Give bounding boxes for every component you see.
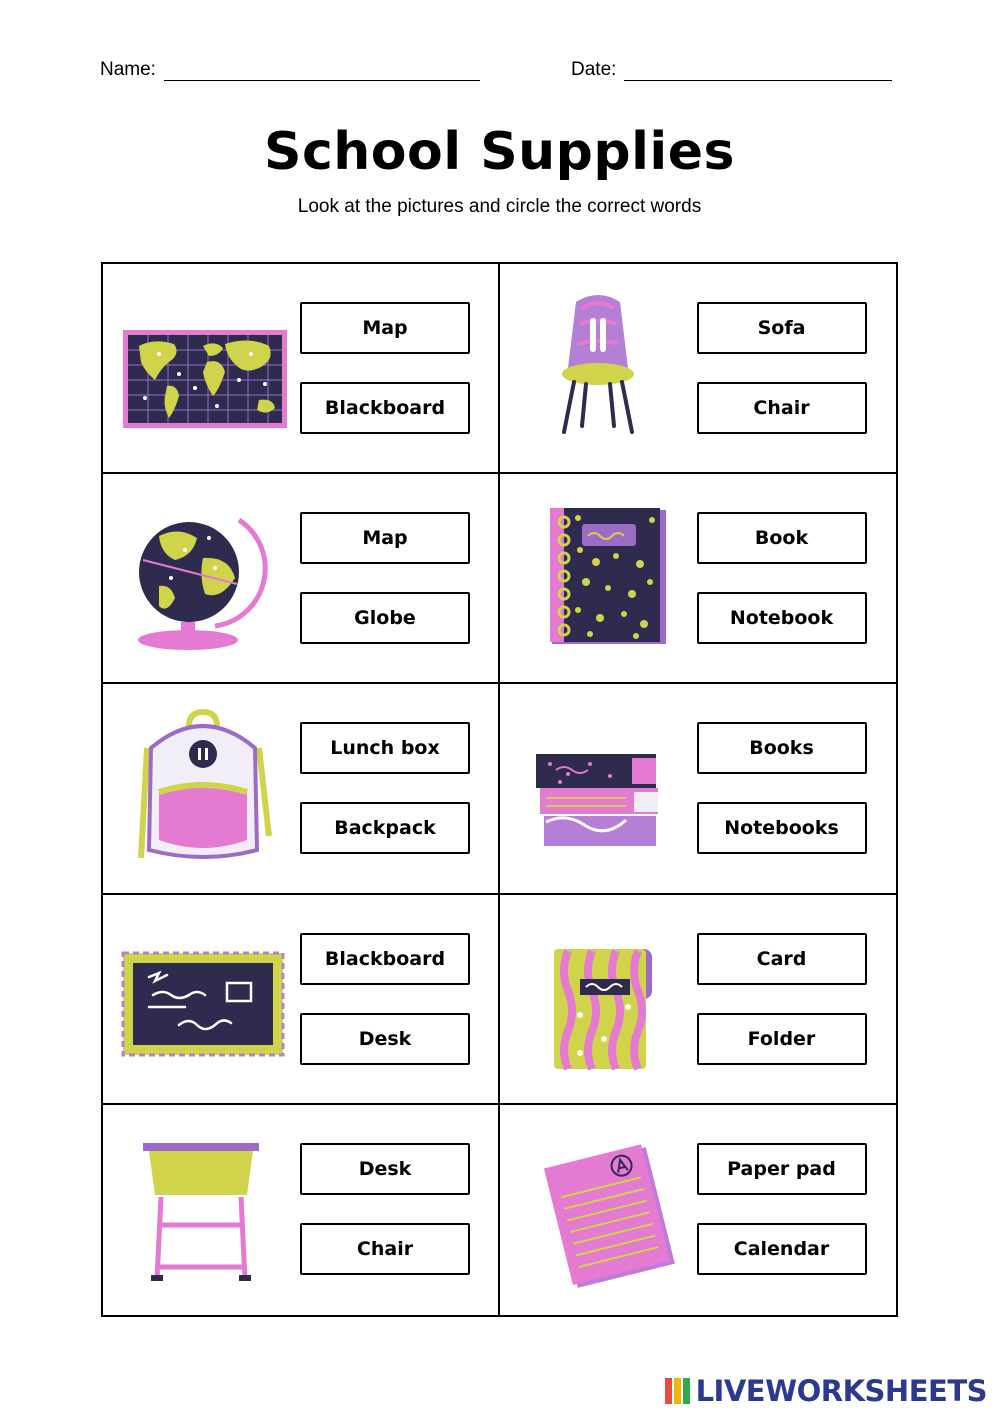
exercise-cell xyxy=(103,1105,500,1315)
answer-option[interactable]: Book xyxy=(697,512,867,564)
stack-of-books-image xyxy=(516,708,686,868)
exercise-cell xyxy=(103,264,500,474)
date-label: Date: xyxy=(571,59,617,80)
paper-pad-image xyxy=(516,1129,686,1289)
exercise-cell xyxy=(103,474,500,684)
answer-option[interactable]: Blackboard xyxy=(300,382,470,434)
exercise-cell xyxy=(500,684,897,894)
answer-option[interactable]: Chair xyxy=(300,1223,470,1275)
world-map-image xyxy=(119,288,289,448)
answer-option[interactable]: Desk xyxy=(300,1143,470,1195)
exercise-grid xyxy=(101,262,898,1317)
answer-option[interactable]: Chair xyxy=(697,382,867,434)
answer-option[interactable]: Folder xyxy=(697,1013,867,1065)
globe-image xyxy=(119,498,289,658)
answer-option[interactable]: Card xyxy=(697,933,867,985)
date-field xyxy=(571,58,892,81)
backpack-image xyxy=(119,708,289,868)
logo-text: LIVEWORKSHEETS xyxy=(695,1374,987,1408)
worksheet-title: School Supplies xyxy=(264,122,735,182)
exercise-cell xyxy=(500,264,897,474)
folder-image xyxy=(516,919,686,1079)
answer-option[interactable]: Paper pad xyxy=(697,1143,867,1195)
date-blank-line[interactable] xyxy=(624,58,892,81)
liveworksheets-logo xyxy=(664,1374,987,1408)
name-field xyxy=(100,58,480,81)
composition-notebook-image xyxy=(516,498,686,658)
answer-option[interactable]: Sofa xyxy=(697,302,867,354)
liveworksheets-icon xyxy=(664,1377,692,1405)
answer-option[interactable]: Notebooks xyxy=(697,802,867,854)
answer-option[interactable]: Books xyxy=(697,722,867,774)
worksheet-instructions: Look at the pictures and circle the correct words xyxy=(297,196,702,217)
answer-option[interactable]: Backpack xyxy=(300,802,470,854)
exercise-cell xyxy=(500,1105,897,1315)
blackboard-image xyxy=(119,919,289,1079)
answer-option[interactable]: Blackboard xyxy=(300,933,470,985)
exercise-cell xyxy=(103,895,500,1105)
answer-option[interactable]: Lunch box xyxy=(300,722,470,774)
exercise-cell xyxy=(500,895,897,1105)
name-label: Name: xyxy=(100,59,156,80)
school-desk-image xyxy=(119,1129,289,1289)
exercise-cell xyxy=(500,474,897,684)
school-chair-image xyxy=(516,288,686,448)
answer-option[interactable]: Map xyxy=(300,302,470,354)
answer-option[interactable]: Globe xyxy=(300,592,470,644)
answer-option[interactable]: Calendar xyxy=(697,1223,867,1275)
name-blank-line[interactable] xyxy=(164,58,480,81)
answer-option[interactable]: Desk xyxy=(300,1013,470,1065)
answer-option[interactable]: Map xyxy=(300,512,470,564)
exercise-cell xyxy=(103,684,500,894)
answer-option[interactable]: Notebook xyxy=(697,592,867,644)
